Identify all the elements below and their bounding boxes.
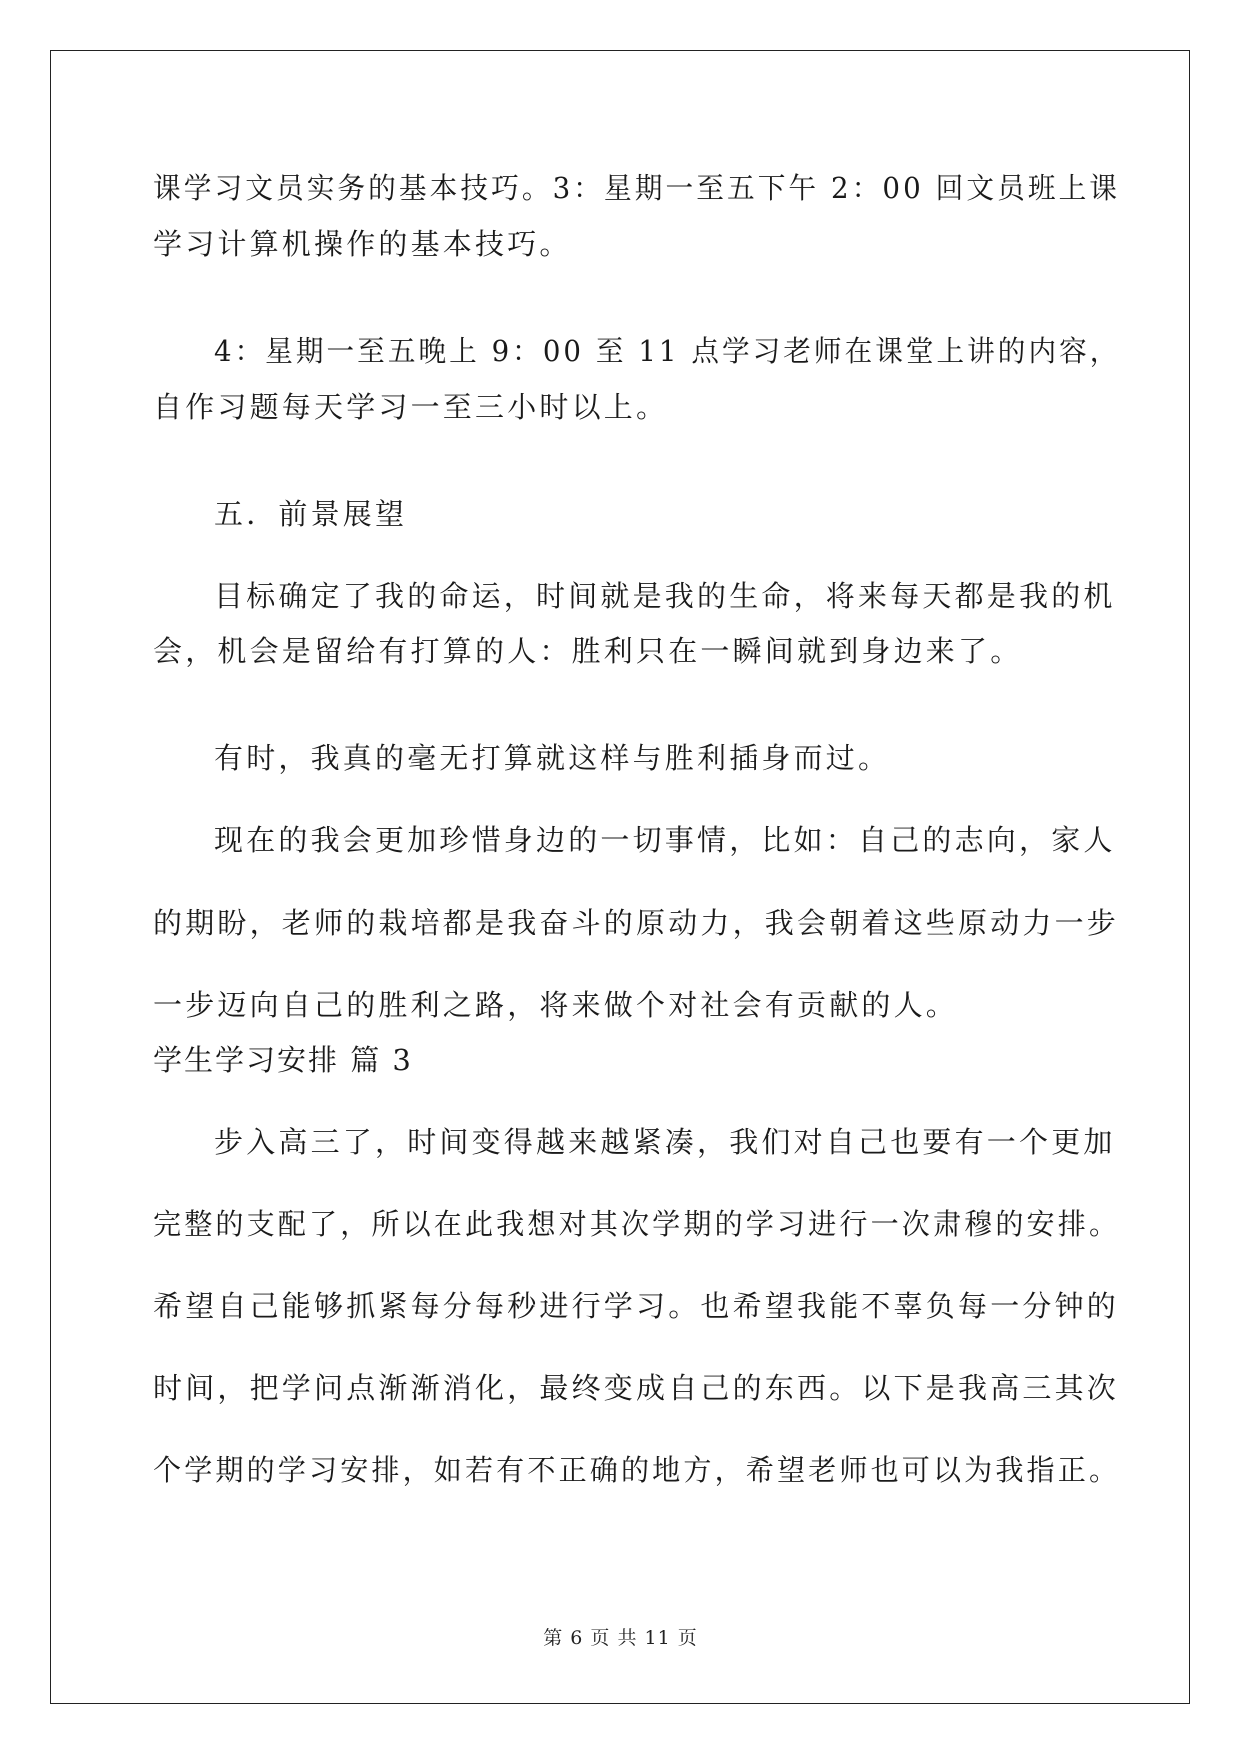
- text-line-15: 希望自己能够抓紧每分每秒进行学习。也希望我能不辜负每一分钟的: [153, 1289, 1120, 1323]
- text-line-16: 时间，把学问点渐渐消化，最终变成自己的东西。以下是我高三其次: [153, 1371, 1120, 1405]
- text-line-4: 自作习题每天学习一至三小时以上。: [153, 390, 669, 424]
- text-line-1: 课学习文员实务的基本技巧。3：星期一至五下午 2：00 回文员班上课: [153, 171, 1121, 205]
- text-line-7: 会，机会是留给有打算的人：胜利只在一瞬间就到身边来了。: [153, 634, 1023, 668]
- page-number-footer: 第 6 页 共 11 页: [543, 1627, 698, 1649]
- text-line-8: 有时，我真的毫无打算就这样与胜利插身而过。: [214, 741, 891, 775]
- text-line-13: 步入高三了，时间变得越来越紧凑，我们对自己也要有一个更加: [214, 1125, 1116, 1159]
- text-line-11: 一步迈向自己的胜利之路，将来做个对社会有贡献的人。: [153, 988, 959, 1022]
- text-line-9: 现在的我会更加珍惜身边的一切事情，比如：自己的志向，家人: [214, 823, 1116, 857]
- article-heading: 学生学习安排 篇 3: [153, 1043, 413, 1077]
- text-line-2: 学习计算机操作的基本技巧。: [153, 227, 572, 261]
- text-line-6: 目标确定了我的命运，时间就是我的生命，将来每天都是我的机: [214, 579, 1116, 613]
- text-line-3: 4：星期一至五晚上 9：00 至 11 点学习老师在课堂上讲的内容，: [214, 334, 1121, 368]
- section-heading-prospects: 五．前景展望: [214, 497, 408, 531]
- text-line-17: 个学期的学习安排，如若有不正确的地方，希望老师也可以为我指正。: [153, 1453, 1121, 1487]
- text-line-14: 完整的支配了，所以在此我想对其次学期的学习进行一次肃穆的安排。: [153, 1207, 1121, 1241]
- text-line-10: 的期盼，老师的栽培都是我奋斗的原动力，我会朝着这些原动力一步: [153, 906, 1120, 940]
